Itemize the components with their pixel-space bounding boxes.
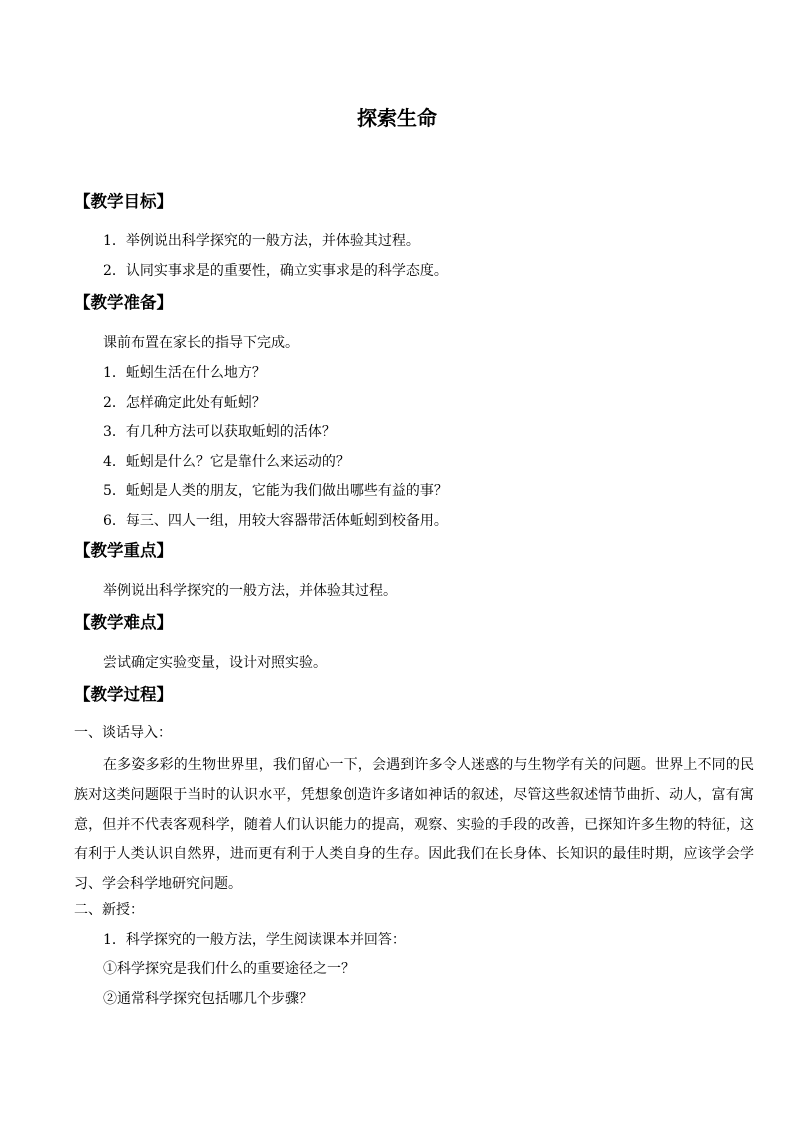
heading-key-points: 【教学重点】	[74, 541, 173, 560]
document-title: 探索生命	[357, 106, 437, 130]
preparation-item-5: 5．蚯蚓是人类的朋友，它能为我们做出哪些有益的事？	[103, 483, 448, 499]
process-question-1: ①科学探究是我们什么的重要途径之一？	[103, 961, 355, 977]
heading-process: 【教学过程】	[74, 685, 173, 704]
preparation-intro: 课前布置在家长的指导下完成。	[103, 335, 299, 351]
preparation-item-2: 2．怎样确定此处有蚯蚓？	[103, 395, 266, 411]
preparation-item-3: 3．有几种方法可以获取蚯蚓的活体？	[103, 424, 336, 440]
heading-difficulties: 【教学难点】	[74, 613, 173, 632]
process-part2-title: 二、新授：	[74, 902, 144, 918]
process-part1-paragraph: 在多姿多彩的生物世界里，我们留心一下，会遇到许多令人迷惑的与生物学有关的问题。世界上不同的民族对这类问题限于当时的认识水平，凭想象创造许多诸如神话的叙述，尽管这些叙述情节曲折、动人，富有寓意，但并不代表客观科学，随着人们认识能力的提高，观察、实验的手段的改善，已探知许多生物的特征，这有利于人类认识自然界，进而更有利于人类自身的生存。因此我们在长身体、长知识的最佳时期，应该学会学习、学会科学地研究问题。	[74, 757, 754, 893]
objective-item-1: 1．举例说出科学探究的一般方法，并体验其过程。	[103, 233, 420, 249]
objective-item-2: 2．认同实事求是的重要性，确立实事求是的科学态度。	[103, 263, 448, 279]
key-points-text: 举例说出科学探究的一般方法，并体验其过程。	[103, 583, 397, 599]
preparation-item-6: 6．每三、四人一组，用较大容器带活体蚯蚓到校备用。	[103, 513, 448, 529]
heading-objectives: 【教学目标】	[74, 192, 173, 211]
difficulties-text: 尝试确定实验变量，设计对照实验。	[103, 655, 327, 671]
process-question-2: ②通常科学探究包括哪几个步骤？	[103, 991, 313, 1007]
process-part1-title: 一、谈话导入：	[74, 725, 172, 741]
preparation-item-1: 1．蚯蚓生活在什么地方？	[103, 365, 266, 381]
process-part2-item-1: 1．科学探究的一般方法，学生阅读课本并回答：	[103, 932, 406, 948]
heading-preparation: 【教学准备】	[74, 293, 173, 312]
preparation-item-4: 4．蚯蚓是什么？它是靠什么来运动的？	[103, 454, 350, 470]
